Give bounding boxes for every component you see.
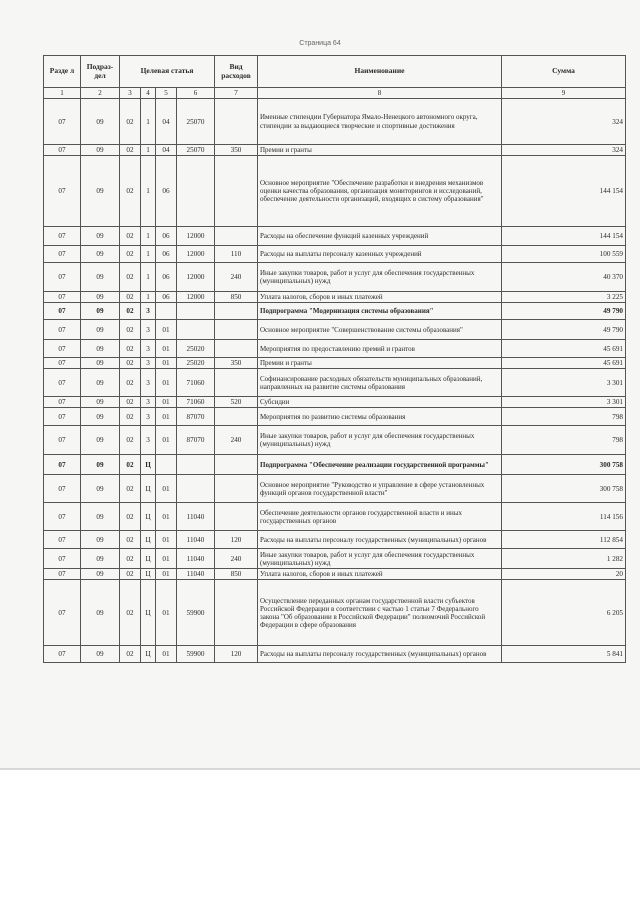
cell-razdel: 07 bbox=[44, 292, 81, 303]
cell-event: 01 bbox=[156, 580, 177, 646]
cell-sum: 114 156 bbox=[502, 503, 626, 531]
cell-subprogram: Ц bbox=[141, 569, 156, 580]
cell-name: Иные закупки товаров, работ и услуг для обеспечения государственных (муниципальных) нужд bbox=[258, 426, 502, 455]
cell-sum: 324 bbox=[502, 145, 626, 156]
cell-vid bbox=[215, 156, 258, 227]
cell-razdel: 07 bbox=[44, 99, 81, 145]
cell-program: 02 bbox=[120, 320, 141, 340]
cell-podrazdel: 09 bbox=[81, 455, 120, 475]
cell-direction: 59900 bbox=[177, 580, 215, 646]
cell-razdel: 07 bbox=[44, 227, 81, 246]
cell-vid: 350 bbox=[215, 145, 258, 156]
table-row bbox=[44, 569, 626, 580]
table-row bbox=[44, 145, 626, 156]
cell-name: Расходы на выплаты персоналу государственных (муниципальных) органов bbox=[258, 531, 502, 549]
cell-program: 02 bbox=[120, 292, 141, 303]
cell-podrazdel: 09 bbox=[81, 99, 120, 145]
cell-sum: 144 154 bbox=[502, 156, 626, 227]
cell-program: 02 bbox=[120, 156, 141, 227]
cell-podrazdel: 09 bbox=[81, 569, 120, 580]
cell-vid: 240 bbox=[215, 549, 258, 569]
cell-direction: 25020 bbox=[177, 358, 215, 369]
cell-program: 02 bbox=[120, 503, 141, 531]
cell-razdel: 07 bbox=[44, 145, 81, 156]
table-row bbox=[44, 503, 626, 531]
cell-name: Премии и гранты bbox=[258, 358, 502, 369]
cell-name: Именные стипендии Губернатора Ямало-Ненецкого автономного округа, стипендии за выдающиеся творческие и спортивные достижения bbox=[258, 99, 502, 145]
cell-subprogram: 3 bbox=[141, 369, 156, 397]
table-row bbox=[44, 408, 626, 426]
cell-event: 06 bbox=[156, 292, 177, 303]
table-row bbox=[44, 99, 626, 145]
cell-vid: 350 bbox=[215, 358, 258, 369]
cell-subprogram: Ц bbox=[141, 549, 156, 569]
cell-vid bbox=[215, 340, 258, 358]
cell-event: 06 bbox=[156, 246, 177, 263]
cell-program: 02 bbox=[120, 646, 141, 663]
cell-sum: 5 841 bbox=[502, 646, 626, 663]
table-row bbox=[44, 320, 626, 340]
cell-subprogram: Ц bbox=[141, 531, 156, 549]
cell-direction: 25020 bbox=[177, 340, 215, 358]
cell-subprogram: Ц bbox=[141, 580, 156, 646]
cell-razdel: 07 bbox=[44, 549, 81, 569]
cell-program: 02 bbox=[120, 426, 141, 455]
cell-name: Подпрограмма "Модернизация системы образования" bbox=[258, 303, 502, 320]
cell-podrazdel: 09 bbox=[81, 156, 120, 227]
cell-podrazdel: 09 bbox=[81, 646, 120, 663]
cell-direction: 11040 bbox=[177, 503, 215, 531]
cell-direction: 11040 bbox=[177, 531, 215, 549]
cell-direction: 71060 bbox=[177, 397, 215, 408]
cell-direction bbox=[177, 475, 215, 503]
cell-razdel: 07 bbox=[44, 475, 81, 503]
cell-event: 01 bbox=[156, 397, 177, 408]
cell-podrazdel: 09 bbox=[81, 227, 120, 246]
cell-name: Подпрограмма "Обеспечение реализации государственной программы" bbox=[258, 455, 502, 475]
cell-podrazdel: 09 bbox=[81, 580, 120, 646]
cell-program: 02 bbox=[120, 246, 141, 263]
cell-podrazdel: 09 bbox=[81, 549, 120, 569]
cell-direction: 11040 bbox=[177, 549, 215, 569]
cell-name: Премии и гранты bbox=[258, 145, 502, 156]
cell-event: 01 bbox=[156, 646, 177, 663]
cell-razdel: 07 bbox=[44, 156, 81, 227]
cell-vid bbox=[215, 580, 258, 646]
cell-event bbox=[156, 455, 177, 475]
cell-podrazdel: 09 bbox=[81, 358, 120, 369]
cell-vid: 520 bbox=[215, 397, 258, 408]
cell-subprogram: Ц bbox=[141, 503, 156, 531]
cell-razdel: 07 bbox=[44, 246, 81, 263]
table-row bbox=[44, 358, 626, 369]
cell-direction: 11040 bbox=[177, 569, 215, 580]
cell-razdel: 07 bbox=[44, 358, 81, 369]
table-row bbox=[44, 580, 626, 646]
table-row bbox=[44, 549, 626, 569]
cell-vid: 110 bbox=[215, 246, 258, 263]
cell-event: 04 bbox=[156, 99, 177, 145]
cell-event: 04 bbox=[156, 145, 177, 156]
cell-razdel: 07 bbox=[44, 397, 81, 408]
cell-razdel: 07 bbox=[44, 580, 81, 646]
cell-vid bbox=[215, 503, 258, 531]
cell-program: 02 bbox=[120, 580, 141, 646]
table-body bbox=[44, 99, 626, 663]
index-row: 1 2 3 4 5 6 7 8 9 bbox=[44, 88, 626, 99]
cell-event: 01 bbox=[156, 320, 177, 340]
cell-razdel: 07 bbox=[44, 455, 81, 475]
table-row bbox=[44, 455, 626, 475]
cell-direction: 87070 bbox=[177, 426, 215, 455]
cell-sum: 45 691 bbox=[502, 358, 626, 369]
table-row bbox=[44, 156, 626, 227]
cell-razdel: 07 bbox=[44, 503, 81, 531]
cell-program: 02 bbox=[120, 99, 141, 145]
cell-program: 02 bbox=[120, 340, 141, 358]
cell-vid bbox=[215, 475, 258, 503]
cell-subprogram: 1 bbox=[141, 99, 156, 145]
cell-event: 01 bbox=[156, 569, 177, 580]
cell-podrazdel: 09 bbox=[81, 292, 120, 303]
cell-subprogram: Ц bbox=[141, 455, 156, 475]
cell-name: Расходы на выплаты персоналу казенных учреждений bbox=[258, 246, 502, 263]
table-row bbox=[44, 397, 626, 408]
cell-subprogram: 1 bbox=[141, 292, 156, 303]
cell-name: Уплата налогов, сборов и иных платежей bbox=[258, 292, 502, 303]
cell-vid bbox=[215, 320, 258, 340]
cell-sum: 144 154 bbox=[502, 227, 626, 246]
cell-subprogram: 1 bbox=[141, 145, 156, 156]
cell-event: 01 bbox=[156, 503, 177, 531]
cell-subprogram: 1 bbox=[141, 263, 156, 292]
cell-direction: 12000 bbox=[177, 292, 215, 303]
header-vid: Вид расходов bbox=[215, 56, 258, 88]
cell-sum: 3 301 bbox=[502, 397, 626, 408]
cell-program: 02 bbox=[120, 263, 141, 292]
cell-podrazdel: 09 bbox=[81, 408, 120, 426]
cell-sum: 324 bbox=[502, 99, 626, 145]
cell-subprogram: Ц bbox=[141, 646, 156, 663]
cell-sum: 3 301 bbox=[502, 369, 626, 397]
cell-podrazdel: 09 bbox=[81, 320, 120, 340]
cell-event: 01 bbox=[156, 340, 177, 358]
cell-sum: 20 bbox=[502, 569, 626, 580]
cell-program: 02 bbox=[120, 303, 141, 320]
cell-sum: 798 bbox=[502, 408, 626, 426]
cell-subprogram: 3 bbox=[141, 303, 156, 320]
cell-event: 01 bbox=[156, 531, 177, 549]
cell-program: 02 bbox=[120, 369, 141, 397]
cell-subprogram: 1 bbox=[141, 227, 156, 246]
cell-sum: 300 758 bbox=[502, 455, 626, 475]
cell-name: Уплата налогов, сборов и иных платежей bbox=[258, 569, 502, 580]
cell-direction bbox=[177, 303, 215, 320]
cell-razdel: 07 bbox=[44, 408, 81, 426]
cell-event: 01 bbox=[156, 475, 177, 503]
cell-event: 01 bbox=[156, 549, 177, 569]
cell-razdel: 07 bbox=[44, 569, 81, 580]
table-row bbox=[44, 292, 626, 303]
cell-podrazdel: 09 bbox=[81, 340, 120, 358]
cell-direction: 12000 bbox=[177, 227, 215, 246]
cell-vid bbox=[215, 369, 258, 397]
table-row bbox=[44, 263, 626, 292]
cell-subprogram: 3 bbox=[141, 408, 156, 426]
table-row bbox=[44, 646, 626, 663]
cell-sum: 798 bbox=[502, 426, 626, 455]
table-row bbox=[44, 369, 626, 397]
cell-sum: 49 790 bbox=[502, 303, 626, 320]
cell-subprogram: 1 bbox=[141, 246, 156, 263]
cell-program: 02 bbox=[120, 397, 141, 408]
cell-event: 06 bbox=[156, 156, 177, 227]
cell-razdel: 07 bbox=[44, 340, 81, 358]
cell-name: Иные закупки товаров, работ и услуг для обеспечения государственных (муниципальных) нужд bbox=[258, 549, 502, 569]
cell-vid: 850 bbox=[215, 569, 258, 580]
cell-sum: 112 854 bbox=[502, 531, 626, 549]
cell-direction bbox=[177, 320, 215, 340]
cell-podrazdel: 09 bbox=[81, 531, 120, 549]
cell-name: Основное мероприятие "Обеспечение разработки и внедрения механизмов оценки качества образования, организация мониторингов и исследований, обеспечение деятельности организаций, входящих в систему образования" bbox=[258, 156, 502, 227]
cell-sum: 45 691 bbox=[502, 340, 626, 358]
table-row bbox=[44, 426, 626, 455]
cell-podrazdel: 09 bbox=[81, 503, 120, 531]
cell-program: 02 bbox=[120, 531, 141, 549]
cell-razdel: 07 bbox=[44, 531, 81, 549]
cell-name: Расходы на обеспечение функций казенных учреждений bbox=[258, 227, 502, 246]
cell-name: Обеспечение деятельности органов государственной власти и иных государственных органов bbox=[258, 503, 502, 531]
cell-event: 01 bbox=[156, 358, 177, 369]
cell-event: 01 bbox=[156, 408, 177, 426]
cell-podrazdel: 09 bbox=[81, 475, 120, 503]
cell-razdel: 07 bbox=[44, 263, 81, 292]
cell-podrazdel: 09 bbox=[81, 263, 120, 292]
table-row bbox=[44, 340, 626, 358]
cell-program: 02 bbox=[120, 227, 141, 246]
cell-event: 01 bbox=[156, 369, 177, 397]
cell-subprogram: 3 bbox=[141, 340, 156, 358]
cell-program: 02 bbox=[120, 455, 141, 475]
cell-razdel: 07 bbox=[44, 426, 81, 455]
cell-subprogram: 1 bbox=[141, 156, 156, 227]
cell-program: 02 bbox=[120, 358, 141, 369]
cell-vid bbox=[215, 455, 258, 475]
cell-vid bbox=[215, 227, 258, 246]
cell-podrazdel: 09 bbox=[81, 397, 120, 408]
cell-name: Мероприятия по предоставлению премий и грантов bbox=[258, 340, 502, 358]
cell-direction: 12000 bbox=[177, 246, 215, 263]
table-row bbox=[44, 531, 626, 549]
cell-name: Мероприятия по развитию системы образования bbox=[258, 408, 502, 426]
cell-podrazdel: 09 bbox=[81, 145, 120, 156]
cell-sum: 3 225 bbox=[502, 292, 626, 303]
cell-name: Основное мероприятие "Руководство и управление в сфере установленных функций органов государственной власти" bbox=[258, 475, 502, 503]
cell-event: 01 bbox=[156, 426, 177, 455]
cell-direction: 12000 bbox=[177, 263, 215, 292]
cell-podrazdel: 09 bbox=[81, 426, 120, 455]
cell-podrazdel: 09 bbox=[81, 246, 120, 263]
cell-name: Субсидии bbox=[258, 397, 502, 408]
cell-name: Осуществление переданных органам государственной власти субъектов Российской Федерации в соответствии с частью 1 статьи 7 Федерального закона "Об образовании в Российской Федерации" полномочий Российской Федерации в сфере образования bbox=[258, 580, 502, 646]
cell-program: 02 bbox=[120, 408, 141, 426]
cell-vid bbox=[215, 408, 258, 426]
cell-vid: 850 bbox=[215, 292, 258, 303]
cell-razdel: 07 bbox=[44, 646, 81, 663]
cell-subprogram: 3 bbox=[141, 320, 156, 340]
cell-sum: 40 370 bbox=[502, 263, 626, 292]
cell-vid: 240 bbox=[215, 263, 258, 292]
table-row bbox=[44, 475, 626, 503]
cell-direction bbox=[177, 455, 215, 475]
cell-direction: 25070 bbox=[177, 145, 215, 156]
cell-program: 02 bbox=[120, 569, 141, 580]
cell-subprogram: Ц bbox=[141, 475, 156, 503]
header-target: Целевая статья bbox=[120, 56, 215, 88]
cell-podrazdel: 09 bbox=[81, 369, 120, 397]
cell-direction: 87070 bbox=[177, 408, 215, 426]
cell-sum: 6 205 bbox=[502, 580, 626, 646]
cell-name: Иные закупки товаров, работ и услуг для обеспечения государственных (муниципальных) нужд bbox=[258, 263, 502, 292]
cell-vid: 120 bbox=[215, 646, 258, 663]
header-name: Наименование bbox=[258, 56, 502, 88]
cell-name: Основное мероприятие "Совершенствование системы образования" bbox=[258, 320, 502, 340]
cell-event: 06 bbox=[156, 263, 177, 292]
cell-event bbox=[156, 303, 177, 320]
cell-vid: 240 bbox=[215, 426, 258, 455]
cell-razdel: 07 bbox=[44, 369, 81, 397]
cell-vid bbox=[215, 99, 258, 145]
budget-table bbox=[43, 55, 626, 663]
header-podrazdel: Подраз- дел bbox=[81, 56, 120, 88]
cell-subprogram: 3 bbox=[141, 426, 156, 455]
header-sum: Сумма bbox=[502, 56, 626, 88]
cell-name: Софинансирование расходных обязательств муниципальных образований, направленных на развитие системы образования bbox=[258, 369, 502, 397]
cell-direction bbox=[177, 156, 215, 227]
cell-program: 02 bbox=[120, 549, 141, 569]
cell-sum: 1 282 bbox=[502, 549, 626, 569]
header-razdel: Разде л bbox=[44, 56, 81, 88]
cell-program: 02 bbox=[120, 475, 141, 503]
cell-vid: 120 bbox=[215, 531, 258, 549]
cell-event: 06 bbox=[156, 227, 177, 246]
cell-podrazdel: 09 bbox=[81, 303, 120, 320]
cell-subprogram: 3 bbox=[141, 358, 156, 369]
cell-sum: 300 758 bbox=[502, 475, 626, 503]
cell-sum: 49 790 bbox=[502, 320, 626, 340]
page-number: Страница 64 bbox=[299, 40, 341, 47]
cell-direction: 59900 bbox=[177, 646, 215, 663]
table-row bbox=[44, 303, 626, 320]
cell-direction: 71060 bbox=[177, 369, 215, 397]
cell-razdel: 07 bbox=[44, 320, 81, 340]
table-row bbox=[44, 227, 626, 246]
cell-program: 02 bbox=[120, 145, 141, 156]
cell-vid bbox=[215, 303, 258, 320]
cell-razdel: 07 bbox=[44, 303, 81, 320]
cell-direction: 25070 bbox=[177, 99, 215, 145]
cell-name: Расходы на выплаты персоналу государственных (муниципальных) органов bbox=[258, 646, 502, 663]
cell-sum: 100 559 bbox=[502, 246, 626, 263]
table-row bbox=[44, 246, 626, 263]
cell-subprogram: 3 bbox=[141, 397, 156, 408]
